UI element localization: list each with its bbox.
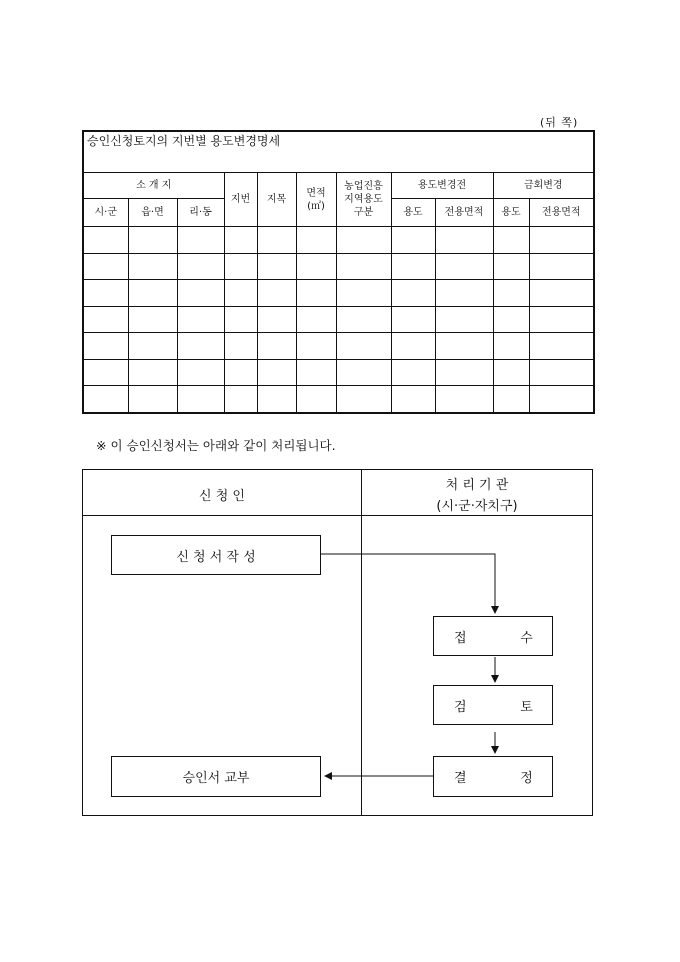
table-cell (493, 227, 529, 254)
table-cell (224, 359, 257, 386)
table-cell (177, 386, 224, 413)
table-cell (336, 280, 391, 307)
table-row (83, 386, 594, 413)
table-cell (435, 253, 493, 280)
table-row (83, 333, 594, 360)
table-cell (177, 333, 224, 360)
table-cell (257, 359, 296, 386)
header-area-label: 면적 (306, 187, 326, 199)
table-cell (257, 253, 296, 280)
page-side-label: (뒤 쪽) (540, 116, 579, 129)
table-cell (257, 306, 296, 333)
table-cell (257, 386, 296, 413)
table-cell (128, 359, 177, 386)
table-cell (493, 306, 529, 333)
table-cell (529, 333, 594, 360)
table-cell (83, 280, 128, 307)
header-zone-line1: 농업진흥 (344, 181, 383, 192)
table-cell (336, 386, 391, 413)
table-cell (177, 253, 224, 280)
table-cell (224, 386, 257, 413)
header-after-use: 용도 (493, 199, 529, 227)
header-ridong: 리·동 (177, 199, 224, 227)
processing-notice: ※ 이 승인신청서는 아래와 같이 처리됩니다. (96, 438, 336, 453)
table-cell (83, 386, 128, 413)
table-cell (435, 359, 493, 386)
table-row (83, 306, 594, 333)
flow-arrows (83, 470, 594, 817)
table-body (83, 227, 594, 413)
agency-header-sub: (시·군·자치구) (436, 499, 518, 514)
table-cell (224, 306, 257, 333)
table-cell (435, 227, 493, 254)
header-jimok: 지목 (257, 173, 296, 227)
table-cell (224, 280, 257, 307)
table-cell (177, 359, 224, 386)
table-cell (391, 359, 435, 386)
table-cell (83, 227, 128, 254)
processing-flowchart (82, 469, 593, 816)
table-cell (296, 306, 336, 333)
table-row (83, 227, 594, 254)
table-cell (336, 306, 391, 333)
table-cell (296, 333, 336, 360)
table-cell (529, 253, 594, 280)
table-row (83, 253, 594, 280)
header-area-unit: (㎡) (307, 200, 325, 212)
header-sigun: 시·군 (83, 199, 128, 227)
agency-header-title: 처 리 기 관 (445, 478, 509, 493)
table-cell (391, 280, 435, 307)
header-zone-line2: 지역용도 (344, 194, 383, 205)
header-area (296, 173, 336, 227)
table-cell (391, 227, 435, 254)
table-cell (83, 306, 128, 333)
table-row (83, 280, 594, 307)
table-cell (177, 280, 224, 307)
table-cell (128, 386, 177, 413)
header-zone-line3: 구분 (353, 207, 374, 218)
table-cell (224, 253, 257, 280)
table-cell (391, 306, 435, 333)
table-cell (83, 253, 128, 280)
step-write-label: 신 청 서 작 성 (176, 549, 256, 565)
table-cell (336, 253, 391, 280)
table-cell (336, 333, 391, 360)
table-cell (128, 227, 177, 254)
header-zone (336, 173, 391, 227)
table-row (83, 359, 594, 386)
step-review-label: 검 토 (454, 699, 533, 715)
table-cell (224, 227, 257, 254)
header-before-use-area: 전용면적 (435, 199, 493, 227)
table-cell (257, 280, 296, 307)
table-cell (435, 280, 493, 307)
header-after-use-area: 전용면적 (529, 199, 594, 227)
table-cell (493, 359, 529, 386)
table-cell (296, 359, 336, 386)
table-cell (391, 386, 435, 413)
table-cell (529, 359, 594, 386)
table-cell (83, 333, 128, 360)
table-cell (529, 306, 594, 333)
table-cell (177, 227, 224, 254)
step-decide-label: 결 정 (454, 771, 533, 786)
header-before: 용도변경전 (391, 173, 493, 199)
applicant-header: 신 청 인 (199, 489, 245, 504)
table-cell (529, 280, 594, 307)
table-cell (435, 333, 493, 360)
table-cell (296, 227, 336, 254)
table-cell (435, 306, 493, 333)
step-issue-label: 승인서 교부 (182, 771, 250, 786)
table-cell (336, 227, 391, 254)
table-cell (391, 333, 435, 360)
header-before-use: 용도 (391, 199, 435, 227)
table-cell (529, 386, 594, 413)
table-cell (128, 306, 177, 333)
table-cell (336, 359, 391, 386)
land-use-change-table (82, 130, 595, 414)
table-cell (529, 227, 594, 254)
table-cell (257, 333, 296, 360)
table-cell (224, 333, 257, 360)
table-cell (435, 386, 493, 413)
header-after: 금회변경 (493, 173, 594, 199)
table-cell (391, 253, 435, 280)
table-cell (83, 359, 128, 386)
arrow-write-to-receive (321, 554, 495, 613)
table-cell (128, 333, 177, 360)
table-cell (296, 386, 336, 413)
table-cell (493, 386, 529, 413)
step-receive-label: 접 수 (454, 630, 533, 646)
table-title: 승인신청토지의 지번별 용도변경명세 (83, 131, 594, 173)
table-cell (493, 280, 529, 307)
header-eupmyeon: 읍·면 (128, 199, 177, 227)
table-cell (493, 253, 529, 280)
table-cell (177, 306, 224, 333)
table-cell (257, 227, 296, 254)
header-location: 소 개 지 (83, 173, 224, 199)
header-jibeon: 지번 (224, 173, 257, 227)
table-cell (296, 280, 336, 307)
table-cell (128, 253, 177, 280)
table-cell (128, 280, 177, 307)
table-cell (493, 333, 529, 360)
table-cell (296, 253, 336, 280)
